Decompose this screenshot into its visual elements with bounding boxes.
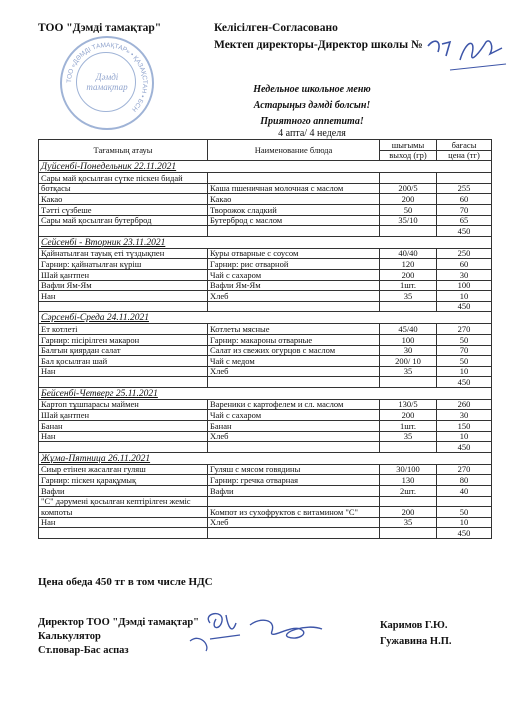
dish-yield: 200/ 10 xyxy=(380,356,437,367)
day-header-row xyxy=(39,236,492,248)
dish-yield: 200 xyxy=(380,269,437,280)
dish-name-kz: Картоп тұшпарасы маймен xyxy=(39,399,208,410)
dish-name-ru: Вафли Ям-Ям xyxy=(208,280,380,291)
dish-price: 65 xyxy=(437,215,492,226)
table-header-row xyxy=(39,140,492,151)
dish-yield xyxy=(380,226,437,237)
organization-name: ТОО "Дэмді тамақтар" xyxy=(38,22,162,34)
director-label: Директор ТОО "Дэмді тамақтар" xyxy=(38,617,200,628)
dish-price: 30 xyxy=(437,410,492,421)
table-row xyxy=(39,183,492,194)
table-row xyxy=(39,421,492,432)
table-row xyxy=(39,259,492,270)
svg-text:ТОО «ДӘМДІ ТАМАҚТАР» • ҚАЗАҚСТ: ТОО «ДӘМДІ ТАМАҚТАР» • ҚАЗАҚСТАН • БСН xyxy=(65,41,149,113)
table-row xyxy=(39,507,492,518)
week-label: 4 апта/ 4 неделя xyxy=(278,128,346,139)
dish-yield xyxy=(380,442,437,453)
dish-name-ru: Гарнир: гречка отварная xyxy=(208,475,380,486)
day-title: Жұма-Пятница 26.11.2021 xyxy=(39,452,492,464)
dish-name-kz: Сиыр етінен жасалған гуляш xyxy=(39,464,208,475)
header-yield-bottom: выход (гр) xyxy=(380,150,437,161)
dish-name-kz: компоты xyxy=(39,507,208,518)
dish-name-kz xyxy=(39,442,208,453)
dish-yield: 130 xyxy=(380,475,437,486)
dish-name-kz: Тәтті сүзбеше xyxy=(39,204,208,215)
dish-name-ru: Вафли xyxy=(208,486,380,497)
dish-name-ru: Бутерброд с маслом xyxy=(208,215,380,226)
dish-yield: 35/10 xyxy=(380,215,437,226)
dish-name-kz: Сары май қосылған бутерброд xyxy=(39,215,208,226)
dish-yield: 35 xyxy=(380,517,437,528)
dish-price xyxy=(437,496,492,507)
table-row xyxy=(39,324,492,335)
dish-yield: 30/100 xyxy=(380,464,437,475)
day-header-row xyxy=(39,452,492,464)
table-row xyxy=(39,301,492,312)
cook-label: Ст.повар-Бас аспаз xyxy=(38,645,129,656)
menu-table xyxy=(38,139,492,539)
dish-yield: 1шт. xyxy=(380,280,437,291)
table-row xyxy=(39,226,492,237)
dish-name-kz: Банан xyxy=(39,421,208,432)
dish-yield: 35 xyxy=(380,291,437,302)
dish-price: 450 xyxy=(437,528,492,539)
table-row xyxy=(39,204,492,215)
dish-name-kz: Гарнир: піскен қарақұмық xyxy=(39,475,208,486)
dish-yield: 40/40 xyxy=(380,248,437,259)
dish-name-ru: Чай с медом xyxy=(208,356,380,367)
dish-yield xyxy=(380,496,437,507)
dish-name-kz xyxy=(39,377,208,388)
dish-price: 255 xyxy=(437,183,492,194)
dish-yield xyxy=(380,301,437,312)
dish-name-ru xyxy=(208,301,380,312)
header-price-bottom: цена (тг) xyxy=(437,150,492,161)
dish-price: 270 xyxy=(437,324,492,335)
dish-name-ru: Куры отварные с соусом xyxy=(208,248,380,259)
dish-yield xyxy=(380,377,437,388)
table-row xyxy=(39,345,492,356)
intro-line-3: Приятного аппетита! xyxy=(260,116,364,127)
dish-name-kz xyxy=(39,226,208,237)
header-kz: Тағамның атауы xyxy=(39,140,208,161)
day-header-row xyxy=(39,387,492,399)
table-row xyxy=(39,431,492,442)
dish-name-ru xyxy=(208,226,380,237)
table-row xyxy=(39,528,492,539)
dish-name-ru: Гарнир: рис отварной xyxy=(208,259,380,270)
dish-price: 60 xyxy=(437,259,492,270)
dish-name-ru: Вареники с картофелем и сл. маслом xyxy=(208,399,380,410)
approval-signature xyxy=(420,30,510,75)
day-title: Дүйсенбі-Понедельник 22.11.2021 xyxy=(39,161,492,173)
dish-price: 70 xyxy=(437,204,492,215)
dish-price: 270 xyxy=(437,464,492,475)
dish-name-kz: Гарнир: қайнатылған күріш xyxy=(39,259,208,270)
dish-yield: 35 xyxy=(380,431,437,442)
dish-yield: 2шт. xyxy=(380,486,437,497)
table-row xyxy=(39,442,492,453)
table-row xyxy=(39,366,492,377)
dish-name-kz: Қайнатылған тауық еті түздықпен xyxy=(39,248,208,259)
table-row xyxy=(39,517,492,528)
dish-name-ru: Салат из свежих огурцов с маслом xyxy=(208,345,380,356)
dish-price: 10 xyxy=(437,366,492,377)
dish-price: 100 xyxy=(437,280,492,291)
dish-name-kz: Сары май қосылған сүтке піскен бидай xyxy=(39,173,208,184)
dish-yield: 45/40 xyxy=(380,324,437,335)
dish-yield: 35 xyxy=(380,366,437,377)
dish-yield: 100 xyxy=(380,334,437,345)
table-row xyxy=(39,291,492,302)
calculator-name: Гужавина Н.П. xyxy=(380,636,452,647)
header-price-top: бағасы xyxy=(437,140,492,151)
dish-name-kz: Нан xyxy=(39,431,208,442)
dish-price xyxy=(437,173,492,184)
dish-name-ru: Чай с сахаром xyxy=(208,269,380,280)
header-yield-top: шығымы xyxy=(380,140,437,151)
intro-line-2: Астарыңыз дәмді болсын! xyxy=(253,100,371,111)
dish-yield: 120 xyxy=(380,259,437,270)
dish-name-ru: Какао xyxy=(208,194,380,205)
day-title: Бейсенбі-Четверг 25.11.2021 xyxy=(39,387,492,399)
table-row xyxy=(39,215,492,226)
dish-name-ru xyxy=(208,377,380,388)
dish-price: 260 xyxy=(437,399,492,410)
director-name: Каримов Г.Ю. xyxy=(380,620,448,631)
day-title: Сейсенбі - Вторник 23.11.2021 xyxy=(39,236,492,248)
dish-name-kz: Какао xyxy=(39,194,208,205)
dish-name-kz: ботқасы xyxy=(39,183,208,194)
dish-price: 60 xyxy=(437,194,492,205)
dish-price: 80 xyxy=(437,475,492,486)
table-row xyxy=(39,475,492,486)
dish-name-ru: Творожок сладкий xyxy=(208,204,380,215)
intro-line-1: Недельное школьное меню xyxy=(253,84,371,95)
dish-yield: 30 xyxy=(380,345,437,356)
dish-name-ru: Котлеты мясные xyxy=(208,324,380,335)
dish-name-ru: Чай с сахаром xyxy=(208,410,380,421)
table-row xyxy=(39,280,492,291)
dish-yield: 50 xyxy=(380,204,437,215)
dish-name-ru xyxy=(208,173,380,184)
dish-yield: 130/5 xyxy=(380,399,437,410)
table-row xyxy=(39,356,492,367)
dish-name-kz: Вафли Ям-Ям xyxy=(39,280,208,291)
dish-name-ru: Компот из сухофруктов с витамином "С" xyxy=(208,507,380,518)
dish-name-ru: Хлеб xyxy=(208,291,380,302)
price-note: Цена обеда 450 тг в том числе НДС xyxy=(38,576,213,588)
table-row xyxy=(39,464,492,475)
dish-price: 450 xyxy=(437,301,492,312)
day-header-row xyxy=(39,161,492,173)
dish-price: 250 xyxy=(437,248,492,259)
dish-name-kz: Нан xyxy=(39,366,208,377)
dish-name-ru: Гарнир: макароны отварные xyxy=(208,334,380,345)
dish-name-kz: Балғын қиярдан салат xyxy=(39,345,208,356)
dish-name-kz xyxy=(39,528,208,539)
approval-line-2: Мектеп директоры-Директор школы № xyxy=(214,39,423,51)
dish-name-ru: Хлеб xyxy=(208,431,380,442)
dish-name-ru xyxy=(208,496,380,507)
dish-price: 10 xyxy=(437,431,492,442)
day-header-row xyxy=(39,312,492,324)
table-row xyxy=(39,269,492,280)
table-row xyxy=(39,334,492,345)
table-row xyxy=(39,173,492,184)
table-row xyxy=(39,377,492,388)
dish-name-ru: Хлеб xyxy=(208,366,380,377)
dish-name-kz: Шай қантпен xyxy=(39,269,208,280)
dish-name-ru xyxy=(208,528,380,539)
table-row xyxy=(39,194,492,205)
dish-yield: 200 xyxy=(380,194,437,205)
dish-name-kz: Нан xyxy=(39,291,208,302)
dish-yield: 200 xyxy=(380,410,437,421)
table-row xyxy=(39,410,492,421)
dish-name-kz: Шай қантпен xyxy=(39,410,208,421)
handwritten-signatures xyxy=(180,605,330,660)
dish-name-kz: Бал қосылған шай xyxy=(39,356,208,367)
dish-name-kz xyxy=(39,301,208,312)
dish-price: 150 xyxy=(437,421,492,432)
dish-name-kz: Ет котлеті xyxy=(39,324,208,335)
dish-name-ru: Хлеб xyxy=(208,517,380,528)
dish-name-ru xyxy=(208,442,380,453)
dish-price: 450 xyxy=(437,377,492,388)
dish-price: 70 xyxy=(437,345,492,356)
dish-price: 10 xyxy=(437,291,492,302)
dish-price: 450 xyxy=(437,442,492,453)
dish-price: 10 xyxy=(437,517,492,528)
dish-yield xyxy=(380,173,437,184)
dish-price: 30 xyxy=(437,269,492,280)
company-stamp: ТОО «ДӘМДІ ТАМАҚТАР» • ҚАЗАҚСТАН • БСН Дәмді тамақтар xyxy=(60,36,154,130)
header-ru: Наименование блюда xyxy=(208,140,380,161)
dish-yield xyxy=(380,528,437,539)
dish-name-kz: "С" дәрумені қосылған кептірілген жеміс xyxy=(39,496,208,507)
dish-name-kz: Нан xyxy=(39,517,208,528)
table-row xyxy=(39,496,492,507)
dish-name-ru: Каша пшеничная молочная с маслом xyxy=(208,183,380,194)
calculator-label: Калькулятор xyxy=(38,631,101,642)
table-row xyxy=(39,248,492,259)
dish-name-ru: Банан xyxy=(208,421,380,432)
day-title: Сәрсенбі-Среда 24.11.2021 xyxy=(39,312,492,324)
approval-line-1: Келісілген-Согласовано xyxy=(214,22,338,34)
table-row xyxy=(39,399,492,410)
dish-name-ru: Гуляш с мясом говядины xyxy=(208,464,380,475)
dish-price: 40 xyxy=(437,486,492,497)
dish-name-kz: Гарнир: пісірілген макарон xyxy=(39,334,208,345)
dish-price: 50 xyxy=(437,507,492,518)
dish-name-kz: Вафли xyxy=(39,486,208,497)
dish-yield: 200 xyxy=(380,507,437,518)
dish-price: 50 xyxy=(437,334,492,345)
dish-price: 50 xyxy=(437,356,492,367)
dish-yield: 1шт. xyxy=(380,421,437,432)
dish-yield: 200/5 xyxy=(380,183,437,194)
table-row xyxy=(39,486,492,497)
dish-price: 450 xyxy=(437,226,492,237)
